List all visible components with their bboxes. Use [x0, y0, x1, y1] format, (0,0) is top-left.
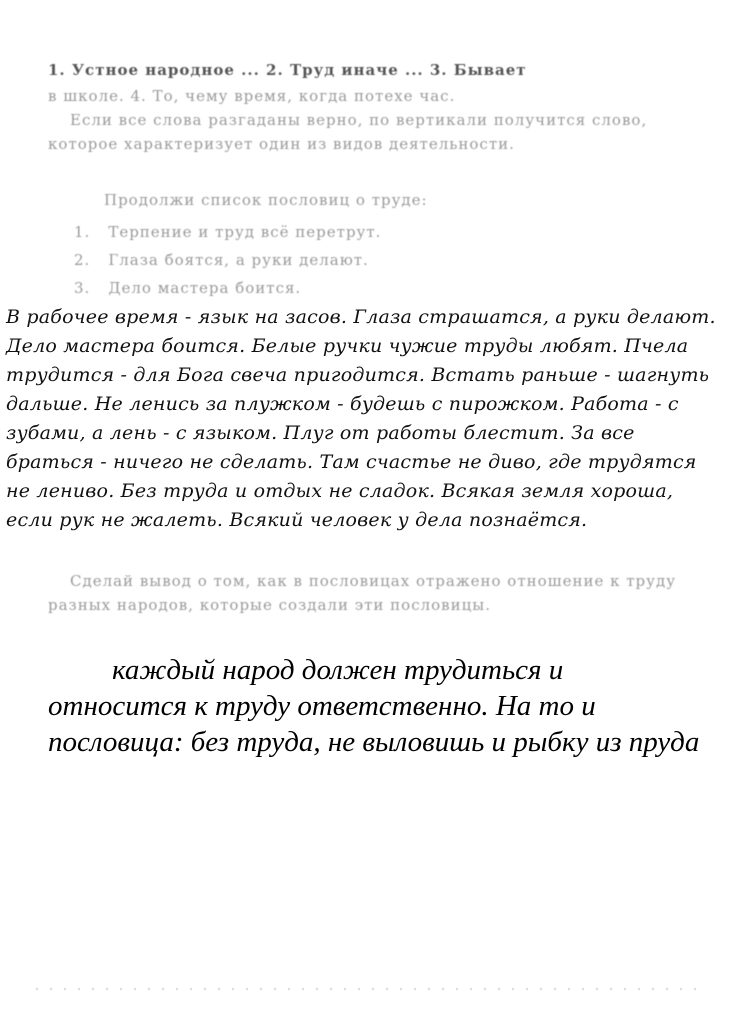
list-item-text: Терпение и труд всё перетрут.	[108, 223, 382, 241]
answer-conclusion-first-line: каждый народ должен трудиться и	[112, 654, 564, 686]
answer-conclusion	[48, 652, 708, 760]
answer-proverbs: В рабочее время - язык на засов. Глаза страшатся, а руки делают. Дело мастера боится. Белые ручки чужие труды любят. Пчела трудится - для Бога свеча пригодится. Встать раньше - шагнуть дальше. Не ленись за плужком - будешь с пирожком. Работа - с зубами, а лень - с языком. Плуг от работы блестит. За все браться - ничего не сделать. Там счастье не диво, где трудятся не лениво. Без труда и отдых не сладок. Всякая земля хороша, если рук не жалеть. Всякий человек у дела познаётся.	[6, 306, 716, 531]
task1-line2: в школе. 4. То, чему время, когда потехе час.	[48, 87, 456, 105]
list-item-number: 2.	[74, 251, 91, 269]
list-item	[74, 220, 688, 244]
answer-conclusion-rest: относится к труду ответственно. На то и пословица: без труда, не выловишь и рыбку из пруда	[48, 690, 700, 758]
list-item-number: 3.	[74, 279, 91, 297]
task2-title: Продолжи список пословиц о труде:	[104, 191, 428, 209]
list-item	[74, 248, 688, 272]
task1-line1: 1. Устное народное ... 2. Труд иначе ... 3. Бывает	[48, 61, 527, 79]
list-item	[74, 276, 688, 300]
list-item-text: Глаза боятся, а руки делают.	[108, 251, 369, 269]
scan-noise	[30, 985, 700, 993]
task3-paragraph: Сделай вывод о том, как в пословицах отражено отношение к труду разных народов, которые создали эти пословицы.	[48, 572, 677, 614]
list-item-number: 1.	[74, 223, 91, 241]
list-item-text: Дело мастера боится.	[108, 279, 302, 297]
task1-paragraph: Если все слова разгаданы верно, по вертикали получится слово, которое характеризует один из видов деятельности.	[48, 111, 648, 153]
proverb-list	[48, 220, 688, 304]
